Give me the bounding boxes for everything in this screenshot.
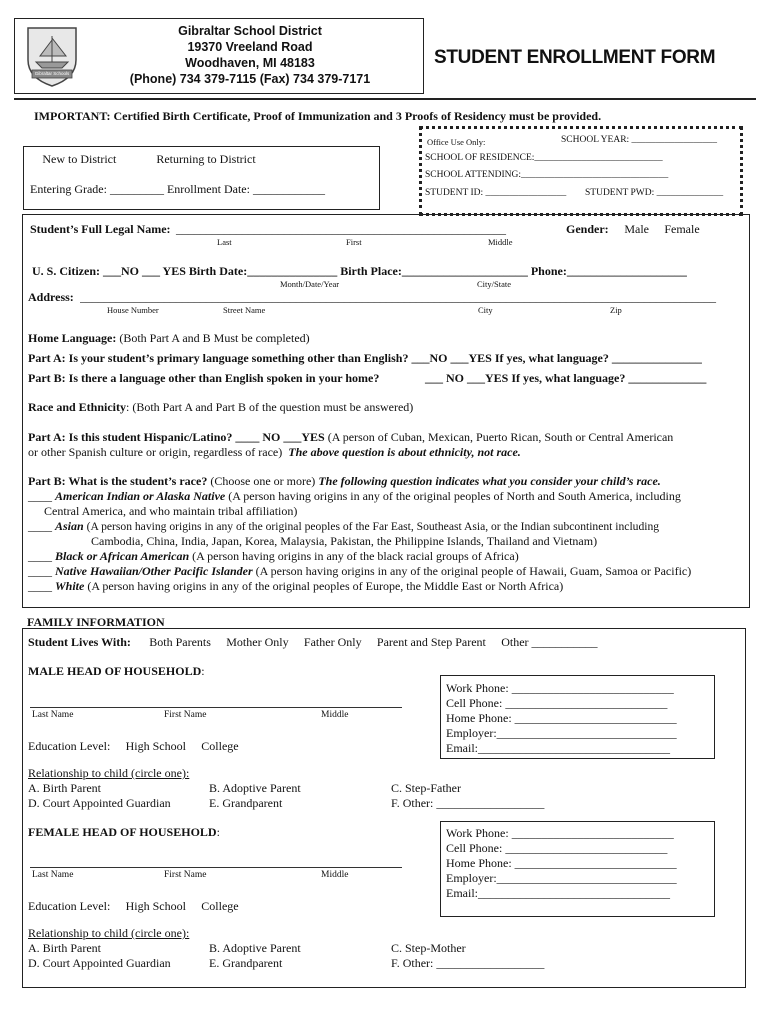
race-option-desc: (A person having origins in any of the black racial groups of Africa) — [189, 549, 519, 563]
female-email[interactable]: Email:________________________________ — [446, 886, 670, 900]
citizen-birth-phone-row[interactable]: U. S. Citizen: ___NO ___ YES Birth Date:_______________ Birth Place:_____________________ Phone:____________________ — [32, 264, 687, 278]
sub-zip: Zip — [610, 305, 622, 315]
language-part-b-answer[interactable]: ___ NO ___YES If yes, what language? _____________ — [425, 371, 707, 385]
race-option-desc: (A person having origins in any of the original peoples of North and South America, including — [225, 489, 681, 503]
address-label: Address: — [28, 290, 74, 304]
male-head-label: MALE HEAD OF HOUSEHOLD — [28, 664, 202, 678]
male-sub-middle: Middle — [321, 710, 349, 720]
male-rel-guardian[interactable]: D. Court Appointed Guardian — [28, 796, 171, 810]
gender-options[interactable]: Male Female — [612, 222, 675, 236]
race-part-a-desc: (A person of Cuban, Mexican, Puerto Rican, South or Central American — [324, 430, 674, 444]
sub-middle: Middle — [488, 237, 513, 247]
language-part-a[interactable]: Part A: Is your student’s primary language something other than English? ___NO ___YES If yes, what language? _______________ — [28, 351, 702, 365]
male-rel-birth-parent[interactable]: A. Birth Parent — [28, 781, 101, 795]
female-education-level[interactable]: Education Level: High School College — [28, 899, 214, 913]
form-title: STUDENT ENROLLMENT FORM — [434, 47, 716, 68]
male-cell-phone[interactable]: Cell Phone: ___________________________ — [446, 696, 668, 710]
race-header — [28, 400, 413, 415]
logo-text: Gibraltar Schools — [34, 71, 70, 76]
male-rel-adoptive-parent[interactable]: B. Adoptive Parent — [209, 781, 301, 795]
school-attending-field[interactable]: SCHOOL ATTENDING:_______________________________ — [425, 170, 669, 180]
school-year-field[interactable]: SCHOOL YEAR: __________________ — [561, 135, 718, 145]
male-relationship-label: Relationship to child (circle one): — [28, 766, 190, 780]
sub-first: First — [346, 237, 362, 247]
language-part-b-question: Part B: Is there a language other than English spoken in your home? — [28, 371, 380, 385]
district-name: Gibraltar School District — [178, 24, 322, 38]
female-rel-step-mother[interactable]: C. Step-Mother — [391, 941, 466, 955]
home-language-title: Home Language: — [28, 331, 117, 345]
male-head-title — [28, 664, 205, 679]
race-part-b-italic: The following question indicates what you consider your child’s race. — [318, 474, 661, 488]
grade-enrollment-date[interactable]: Entering Grade: _________ Enrollment Date: ____________ — [30, 182, 325, 196]
gender-label: Gender: — [566, 222, 609, 236]
female-sub-first: First Name — [164, 870, 207, 880]
male-sub-first: First Name — [164, 710, 207, 720]
race-blank[interactable]: ____ — [28, 564, 52, 578]
male-home-phone[interactable]: Home Phone: ___________________________ — [446, 711, 677, 725]
race-part-b-question: Part B: What is the student’s race? — [28, 474, 208, 488]
sub-city: City — [478, 305, 493, 315]
home-language-header — [28, 331, 310, 346]
female-head-colon: : — [216, 825, 220, 839]
district-address-line2: Woodhaven, MI 48183 — [185, 56, 315, 70]
race-option-desc: (A person having origins in any of the original peoples of the Far East, Southeast Asia, or the Indian subcontinent including — [83, 520, 660, 533]
female-sub-middle: Middle — [321, 870, 349, 880]
female-work-phone[interactable]: Work Phone: ___________________________ — [446, 826, 674, 840]
male-employer[interactable]: Employer:______________________________ — [446, 726, 677, 740]
female-rel-adoptive-parent[interactable]: B. Adoptive Parent — [209, 941, 301, 955]
office-use-label: Office Use Only: — [427, 137, 486, 147]
male-rel-grandparent[interactable]: E. Grandparent — [209, 796, 283, 810]
district-address-line1: 19370 Vreeland Road — [187, 40, 313, 54]
race-part-a-line2-text: or other Spanish culture or origin, regardless of race) — [28, 445, 283, 459]
male-sub-last: Last Name — [32, 710, 74, 720]
female-name-line[interactable] — [30, 867, 402, 868]
sub-city-state: City/State — [477, 279, 511, 289]
sub-date-format: Month/Date/Year — [280, 279, 340, 289]
female-rel-grandparent[interactable]: E. Grandparent — [209, 956, 283, 970]
race-part-b-choose: (Choose one or more) — [207, 474, 319, 488]
sub-last: Last — [217, 237, 232, 247]
race-option-desc: (A person having origins in any of the original peoples of Europe, the Middle East or North Africa) — [84, 579, 564, 593]
lives-with-options[interactable]: Both Parents Mother Only Father Only Parent and Step Parent Other ___________ — [136, 635, 539, 649]
male-name-line[interactable] — [30, 707, 402, 708]
race-option-white[interactable] — [28, 579, 563, 594]
race-option-name: Black or African American — [55, 549, 190, 563]
school-of-residence-field[interactable]: SCHOOL OF RESIDENCE:___________________________ — [425, 153, 663, 163]
female-head-label: FEMALE HEAD OF HOUSEHOLD — [28, 825, 217, 839]
race-option-asian-line2: Cambodia, China, India, Japan, Korea, Malaysia, Pakistan, the Philippine Islands, Thailand and Vietnam) — [91, 534, 598, 548]
male-email[interactable]: Email:________________________________ — [446, 741, 670, 755]
female-rel-birth-parent[interactable]: A. Birth Parent — [28, 941, 101, 955]
race-blank[interactable]: ____ — [28, 579, 52, 593]
student-name-label: Student’s Full Legal Name: — [30, 222, 171, 236]
home-language-note: (Both Part A and B Must be completed) — [116, 331, 310, 345]
female-home-phone[interactable]: Home Phone: ___________________________ — [446, 856, 677, 870]
race-note: : (Both Part A and Part B of the question must be answered) — [126, 400, 414, 414]
male-head-colon: : — [201, 664, 205, 678]
race-option-name: American Indian or Alaska Native — [55, 489, 226, 503]
race-part-a[interactable] — [28, 430, 673, 445]
new-to-district-checkbox[interactable]: New to District — [30, 152, 104, 166]
race-option-name: Native Hawaiian/Other Pacific Islander — [55, 564, 253, 578]
address-line[interactable]: __________________________________________________________________________________________________________ — [80, 290, 716, 304]
student-name-line[interactable]: _______________________________________________________ — [176, 222, 506, 236]
important-note: IMPORTANT: Certified Birth Certificate, Proof of Immunization and 3 Proofs of Residency must be provided. — [34, 109, 602, 123]
race-option-pacific-islander[interactable] — [28, 564, 691, 579]
race-title: Race and Ethnicity — [28, 400, 127, 414]
female-head-title — [28, 825, 220, 840]
female-employer[interactable]: Employer:______________________________ — [446, 871, 677, 885]
family-info-title: FAMILY INFORMATION — [27, 615, 165, 629]
race-option-american-indian-line2: Central America, and who maintain tribal affiliation) — [44, 504, 298, 518]
female-rel-other[interactable]: F. Other: __________________ — [391, 956, 545, 970]
sub-street-name: Street Name — [223, 305, 266, 315]
header-rule — [14, 98, 756, 100]
race-option-black[interactable] — [28, 549, 519, 564]
female-cell-phone[interactable]: Cell Phone: ___________________________ — [446, 841, 668, 855]
student-pwd-field[interactable]: STUDENT PWD: ______________ — [585, 188, 724, 198]
sub-house-number: House Number — [107, 305, 159, 315]
race-option-asian[interactable] — [28, 519, 659, 534]
race-option-american-indian[interactable] — [28, 489, 681, 504]
district-logo — [22, 22, 82, 88]
race-option-name: White — [55, 579, 85, 593]
male-work-phone[interactable]: Work Phone: ___________________________ — [446, 681, 674, 695]
race-part-a-question: Part A: Is this student Hispanic/Latino? ____ NO ___YES — [28, 430, 325, 444]
male-rel-other[interactable]: F. Other: __________________ — [391, 796, 545, 810]
male-education-level[interactable]: Education Level: High School College — [28, 739, 214, 753]
female-rel-guardian[interactable]: D. Court Appointed Guardian — [28, 956, 171, 970]
race-blank[interactable]: ____ — [28, 519, 52, 533]
race-blank[interactable]: ____ — [28, 549, 52, 563]
race-option-name: Asian — [55, 519, 84, 533]
race-part-a-line2 — [28, 445, 521, 460]
returning-to-district-checkbox[interactable]: Returning to District — [144, 152, 244, 166]
race-option-desc: (A person having origins in any of the original people of Hawaii, Guam, Samoa or Pacific) — [252, 564, 692, 578]
lives-with-label: Student Lives With: — [28, 635, 131, 649]
district-phone-fax: (Phone) 734 379-7115 (Fax) 734 379-7171 — [129, 72, 371, 86]
female-sub-last: Last Name — [32, 870, 74, 880]
race-part-a-ethnicity-note: The above question is about ethnicity, not race. — [288, 445, 521, 459]
female-relationship-label: Relationship to child (circle one): — [28, 926, 190, 940]
lives-with-row[interactable] — [28, 635, 598, 650]
race-part-b — [28, 474, 661, 489]
male-rel-step-father[interactable]: C. Step-Father — [391, 781, 461, 795]
student-id-field[interactable]: STUDENT ID: _________________ — [425, 188, 567, 198]
race-blank[interactable]: ____ — [28, 489, 52, 503]
